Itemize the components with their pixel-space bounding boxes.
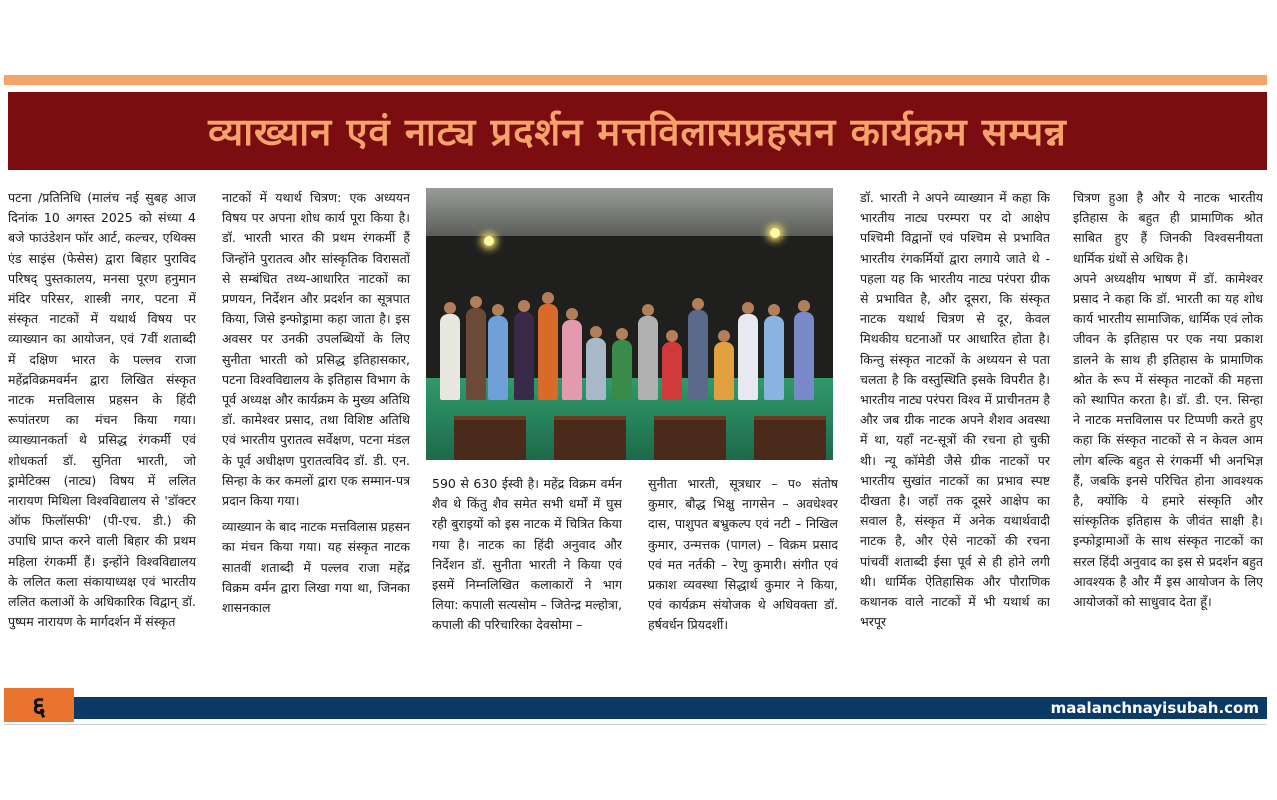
article-column-3	[432, 474, 622, 688]
photo-person	[488, 316, 508, 400]
article-column-6	[1073, 188, 1263, 688]
footer-bar	[74, 697, 1267, 719]
article-paragraph: नाटकों में यथार्थ चित्रण: एक अध्ययन विषय पर अपना शोध कार्य पूरा किया है। डॉ. भारती भारत की प्रथम रंगकर्मी हैं जिन्होंने पुरातत्व और सांस्कृतिक विरासतों से सम्बंधित तथ्य-आधारित नाटकों का प्रणयन, निर्देशन और प्रदर्शन का सूत्रपात किया, जिसे इन्फोड्रामा कहा जाता है। इस अवसर पर उनकी उपलब्धियों के लिए सुनीता भारती को प्रसिद्ध इतिहासकार, पटना विश्वविद्यालय के इतिहास विभाग के पूर्व अध्यक्ष और कार्यक्रम के मुख्य अतिथि डॉ. कामेश्वर प्रसाद, तथा विशिष्ट अतिथि एवं भारतीय पुरातत्व सर्वेक्षण, पटना मंडल के पूर्व अधीक्षण पुरातत्वविद डॉ. डी. एन. सिन्हा के कर कमलों द्वारा एक सम्मान-पत्र प्रदान किया गया।	[222, 190, 410, 509]
photo-person	[538, 304, 558, 400]
footer-rule	[4, 724, 1267, 725]
photo-person	[466, 308, 486, 400]
photo-person	[764, 316, 784, 400]
article-paragraph: 590 से 630 ईस्वी है। महेंद्र विक्रम वर्मन शैव थे किंतु शैव समेत सभी धर्मों में घुस रही बुराइयों को इस नाटक में चित्रित किया गया है। नाटक का हिंदी अनुवाद और निर्देशन डॉ. सुनीता भारती ने किया एवं इसमें निम्नलिखित कलाकारों ने भाग लिया: कपाली सत्यसोम – जितेन्द्र मल्होत्रा, कपाली की परिचारिका देवसोमा –	[432, 476, 622, 633]
article-column-1	[8, 188, 196, 688]
event-photo	[426, 188, 833, 460]
article-paragraph: व्याख्यान के बाद नाटक मत्तविलास प्रहसन का मंचन किया गया। यह संस्कृत नाटक सातवीं शताब्दी में पल्लव राजा महेंद्र विक्रम वर्मन द्वारा लिखा गया था, जिनका शासनकाल	[222, 519, 410, 616]
article-column-5	[860, 188, 1050, 688]
photo-chair	[654, 416, 726, 460]
headline-banner	[8, 92, 1267, 170]
stage-light-icon	[484, 236, 494, 246]
photo-person	[794, 312, 814, 400]
website-link[interactable]: maalanchnayisubah.com	[1050, 699, 1259, 717]
photo-person	[440, 314, 460, 400]
top-accent-rule	[4, 75, 1267, 85]
headline: व्याख्यान एवं नाट्य प्रदर्शन मत्तविलासप्रहसन कार्यक्रम सम्पन्न	[208, 110, 1067, 154]
photo-person	[714, 342, 734, 400]
article-paragraph: सुनीता भारती, सूत्रधार – प० संतोष कुमार, बौद्ध भिक्षु नागसेन – अवधेश्वर दास, पाशुपत बभ्रुकल्प एवं नटी – निखिल कुमार, उन्मत्तक (पागल) – विक्रम प्रसाद एवं मत नर्तकी – रेणु कुमारी। संगीत एवं प्रकाश व्यवस्था सिद्धार्थ कुमार ने किया, एवं कार्यक्रम संयोजक थे अधिवक्ता डॉ. हर्षवर्धन प्रियदर्शी।	[648, 476, 838, 633]
article-paragraph: पटना /प्रतिनिधि (मालंच नई सुबह आज दिनांक 10 अगस्त 2025 को संध्या 4 बजे फाउंडेशन फॉर आर्ट, कल्चर, एथिक्स एंड साइंस (फेसेस) द्वारा बिहार पुराविद परिषद् पुस्तकालय, मनसा पूरण हनुमान मंदिर परिसर, शास्त्री नगर, पटना में संस्कृत नाटकों में यथार्थ विषय पर व्याख्यान का आयोजन, एवं 7वीं शताब्दी में दक्षिण भारत के पल्लव राजा महेंद्रविक्रमवर्मन द्वारा लिखित संस्कृत नाटक मत्तविलास प्रहसन के हिंदी रूपांतरण का मंचन किया गया। व्याख्यानकर्ता थे प्रसिद्ध रंगकर्मी एवं शोधकर्ता डॉ. सुनिता भारती, जो ड्रामेटिक्स (नाट्य) विषय में ललित नारायण मिथिला विश्वविद्यालय से 'डॉक्टर ऑफ फिलॉसफी' (पी-एच. डी.) की उपाधि प्राप्त करने वाली बिहार की प्रथम महिला रंगकर्मी हैं। इन्होंने विश्वविद्यालय के ललित कला संकायाध्यक्ष एवं भारतीय ललित कलाओं के अधिकारिक विद्वान् डॉ. पुष्पम नारायण के मार्गदर्शन में संस्कृत	[8, 190, 196, 630]
photo-person	[638, 316, 658, 400]
article-paragraph: डॉ. भारती ने अपने व्याख्यान में कहा कि भारतीय नाट्य परम्परा पर दो आक्षेप पश्चिमी विद्वानों एवं पश्चिम से प्रभावित भारतीय रंगकर्मियों द्वारा लगाये जाते थे - पहला यह कि भारतीय नाट्य परंपरा ग्रीक से प्रभावित है, और दूसरा, कि संस्कृत नाटक यथार्थ चित्रण से दूर, केवल मिथकीय घटनाओं पर आधारित होता है। किन्तु संस्कृत नाटकों के अध्ययन से पता चलता है कि वस्तुस्थिति इसके विपरीत है। भारतीय नाट्य परंपरा विश्व में प्राचीनतम है और जब ग्रीक नाटक अपने शैशव अवस्था में था, यहाँ नट-सूत्रों की रचना हो चुकी थी। न्यू कॉमेडी जैसे ग्रीक नाटकों पर भारतीय सुखांत नाटकों का प्रभाव स्पष्ट दीखता है। जहाँ तक दूसरे आक्षेप का सवाल है, संस्कृत में अनेक यथार्थवादी नाटक है, और ऐसे नाटकों की रचना पांचवीं शताब्दी ईसा पूर्व से ही होने लगी थी। धार्मिक ऐतिहासिक और पौराणिक कथानक वाले नाटकों में भी यथार्थ का भरपूर	[860, 190, 1050, 630]
stage-light-icon	[770, 228, 780, 238]
article-paragraph: अपने अध्यक्षीय भाषण में डॉ. कामेश्वर प्रसाद ने कहा कि डॉ. भारती का यह शोध कार्य भारतीय सामाजिक, धार्मिक एवं लोक जीवन के इतिहास पर एक नया प्रकाश डालने के साथ ही इतिहास के प्रामाणिक श्रोत के रूप में संस्कृत नाटकों की महत्ता को स्थापित करता है। डॉ. डी. एन. सिन्हा ने नाटक मत्तविलास पर टिप्पणी करते हुए कहा कि संस्कृत नाटकों से न केवल आम लोग बल्कि बहुत से रंगकर्मी भी अनभिज्ञ हैं, जबकि इनसे परिचित होना आवश्यक है, क्योंकि ये हमारे संस्कृति और सांस्कृतिक इतिहास के जीवंत साक्षी है। इन्फोड्रामाओं के साथ संस्कृत नाटकों का सरल हिंदी अनुवाद का इस से प्रदर्शन बहुत आवश्यक है और मैं इस आयोजन के लिए आयोजकों को साधुवाद देता हूँ।	[1073, 270, 1263, 610]
photo-person	[688, 310, 708, 400]
page-number: ६	[4, 688, 74, 722]
article-column-2	[222, 188, 410, 688]
photo-person	[662, 342, 682, 400]
photo-person	[586, 338, 606, 400]
photo-person	[514, 312, 534, 400]
article-column-4	[648, 474, 838, 688]
photo-chair	[454, 416, 526, 460]
photo-person	[562, 320, 582, 400]
photo-person	[612, 340, 632, 400]
photo-person	[738, 314, 758, 400]
article-paragraph: चित्रण हुआ है और ये नाटक भारतीय इतिहास के बहुत ही प्रामाणिक श्रोत साबित हुए हैं जिनकी विश्वसनीयता धार्मिक ग्रंथों से अधिक है।	[1073, 190, 1263, 266]
photo-chair	[554, 416, 626, 460]
photo-chair	[754, 416, 826, 460]
